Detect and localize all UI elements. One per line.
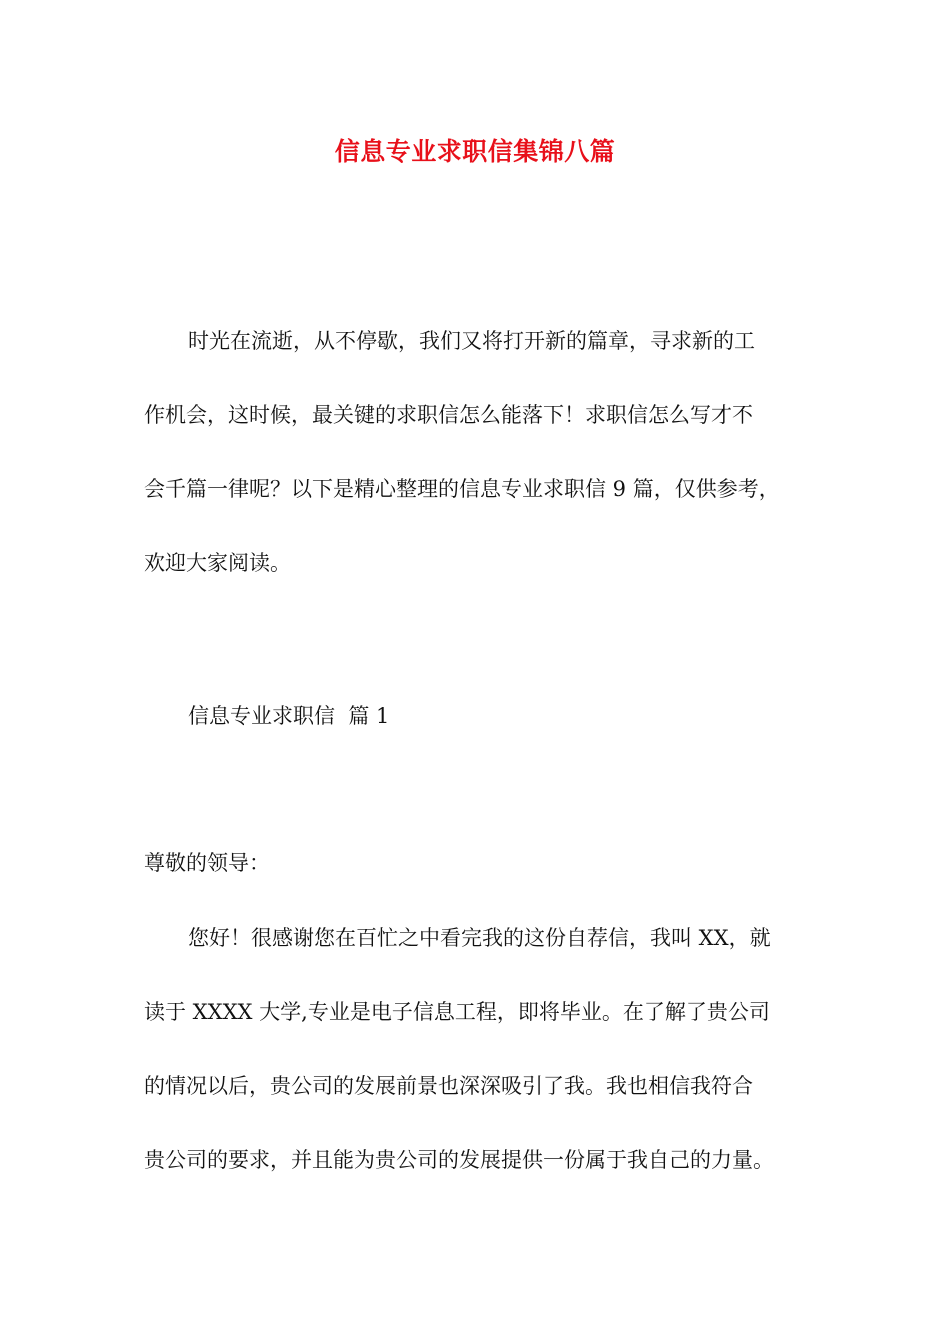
body-line: 您好！很感谢您在百忙之中看完我的这份自荐信，我叫 XX，就 [188, 926, 771, 950]
intro-line: 时光在流逝，从不停歇，我们又将打开新的篇章，寻求新的工 [188, 329, 755, 353]
body-line: 的情况以后，贵公司的发展前景也深深吸引了我。我也相信我符合 [144, 1074, 753, 1098]
letter-greeting [144, 826, 844, 900]
intro-paragraph [144, 304, 844, 600]
greeting-text: 尊敬的领导： [144, 851, 270, 875]
body-line: 读于 XXXX 大学,专业是电子信息工程，即将毕业。在了解了贵公司 [144, 1000, 770, 1024]
intro-line: 欢迎大家阅读。 [144, 551, 291, 575]
document-title: 信息专业求职信集锦八篇 [334, 137, 616, 166]
section-heading [144, 679, 844, 753]
section-heading-text: 信息专业求职信 篇 1 [188, 704, 390, 728]
intro-line: 作机会，这时候，最关键的求职信怎么能落下！求职信怎么写才不 [144, 403, 753, 427]
body-line: 贵公司的要求，并且能为贵公司的发展提供一份属于我自己的力量。 [144, 1148, 774, 1172]
intro-line: 会千篇一律呢？以下是精心整理的信息专业求职信 9 篇，仅供参考， [144, 477, 780, 501]
letter-body-paragraph [144, 901, 844, 1197]
